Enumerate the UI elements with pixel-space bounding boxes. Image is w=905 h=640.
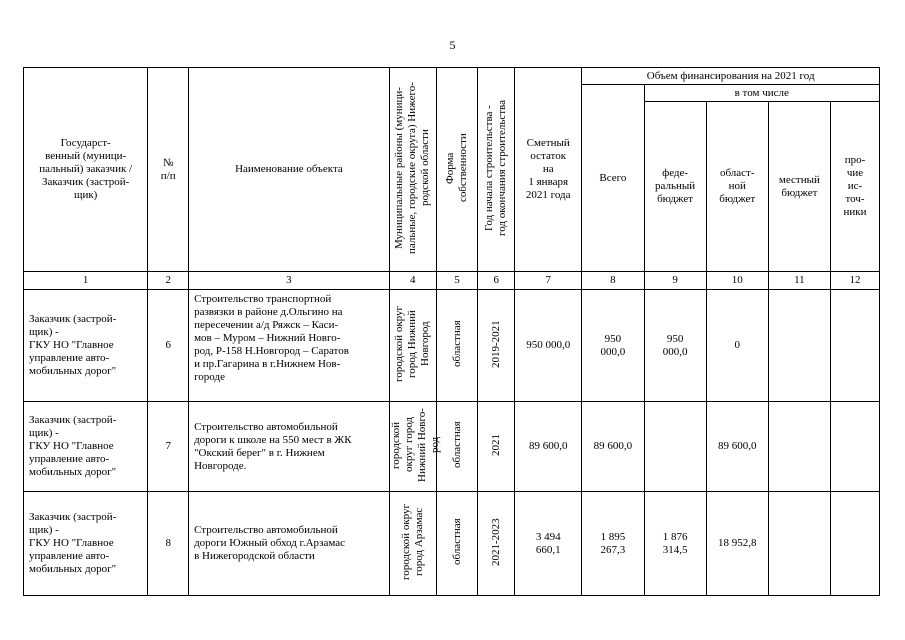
remaining-cost-cell: 3 494 660,1 [515, 492, 582, 596]
header-customer: Государст- венный (муници- пальный) заказчик / Заказчик (застрой- щик) [24, 68, 148, 272]
district-cell: городской округ город Нижний Новгород [389, 290, 436, 402]
column-number: 1 [24, 272, 148, 290]
regional-cell: 89 600,0 [706, 402, 768, 492]
total-cell: 89 600,0 [582, 402, 644, 492]
object-name-cell: Строительство автомобильной дороги к школе на 550 мест в ЖК "Окский берег" в г. Нижнем Новгороде. [189, 402, 390, 492]
customer-cell: Заказчик (застрой- щик) - ГКУ НО "Главное управление авто- мобильных дорог" [24, 402, 148, 492]
header-number: № п/п [148, 68, 189, 272]
header-object-name: Наименование объекта [189, 68, 390, 272]
federal-cell [644, 402, 706, 492]
column-numbers-row [24, 272, 880, 290]
customer-cell: Заказчик (застрой- щик) - ГКУ НО "Главное управление авто- мобильных дорог" [24, 290, 148, 402]
header-federal-budget: феде- ральный бюджет [644, 102, 706, 272]
table-row [24, 290, 880, 402]
years-cell: 2021-2023 [478, 492, 515, 596]
federal-cell: 950 000,0 [644, 290, 706, 402]
other-cell [830, 492, 879, 596]
header-years: Год начала строительства - год окончания строительства [478, 68, 515, 272]
total-cell: 1 895 267,3 [582, 492, 644, 596]
federal-cell: 1 876 314,5 [644, 492, 706, 596]
regional-cell: 0 [706, 290, 768, 402]
remaining-cost-cell: 89 600,0 [515, 402, 582, 492]
header-total: Всего [582, 85, 644, 272]
ownership-cell: областная [436, 402, 478, 492]
customer-cell: Заказчик (застрой- щик) - ГКУ НО "Главное управление авто- мобильных дорог" [24, 492, 148, 596]
column-number: 11 [768, 272, 830, 290]
column-number: 2 [148, 272, 189, 290]
other-cell [830, 402, 879, 492]
local-cell [768, 290, 830, 402]
column-number: 3 [189, 272, 390, 290]
total-cell: 950 000,0 [582, 290, 644, 402]
row-number-cell: 6 [148, 290, 189, 402]
header-local-budget: местный бюджет [768, 102, 830, 272]
object-name-cell: Строительство транспортной развязки в районе д.Ольгино на пересечении а/д Ряжск – Каси- мов – Муром – Нижний Новго- род, Р-158 Н.Новгород – Саратов и пр.Гагарина в г.Нижнем Нов- городе [189, 290, 390, 402]
years-cell: 2021 [478, 402, 515, 492]
column-number: 5 [436, 272, 478, 290]
column-number: 10 [706, 272, 768, 290]
table-row [24, 492, 880, 596]
other-cell [830, 290, 879, 402]
ownership-cell: областная [436, 290, 478, 402]
column-number: 6 [478, 272, 515, 290]
table-row [24, 402, 880, 492]
years-cell: 2019-2021 [478, 290, 515, 402]
ownership-cell: областная [436, 492, 478, 596]
column-number: 9 [644, 272, 706, 290]
header-ownership: Форма собственности [436, 68, 478, 272]
row-number-cell: 8 [148, 492, 189, 596]
header-other-sources: про- чие ис- точ- ники [830, 102, 879, 272]
header-funding-2021: Объем финансирования на 2021 год [582, 68, 880, 85]
column-number: 4 [389, 272, 436, 290]
column-number: 12 [830, 272, 879, 290]
page-number: 5 [449, 38, 456, 52]
district-cell: городской округ город Арзамас [389, 492, 436, 596]
object-name-cell: Строительство автомобильной дороги Южный обход г.Арзамас в Нижегородской области [189, 492, 390, 596]
remaining-cost-cell: 950 000,0 [515, 290, 582, 402]
header-remaining-cost: Сметный остаток на 1 января 2021 года [515, 68, 582, 272]
column-number: 8 [582, 272, 644, 290]
financing-table [23, 67, 880, 596]
header-regional-budget: област- ной бюджет [706, 102, 768, 272]
local-cell [768, 492, 830, 596]
column-number: 7 [515, 272, 582, 290]
local-cell [768, 402, 830, 492]
header-including: в том числе [644, 85, 880, 102]
row-number-cell: 7 [148, 402, 189, 492]
district-cell: городской округ город Нижний Новго- род [389, 402, 436, 492]
regional-cell: 18 952,8 [706, 492, 768, 596]
header-districts: Муниципальные районы (муници- пальные, городские округа) Нижего- родской области [389, 68, 436, 272]
